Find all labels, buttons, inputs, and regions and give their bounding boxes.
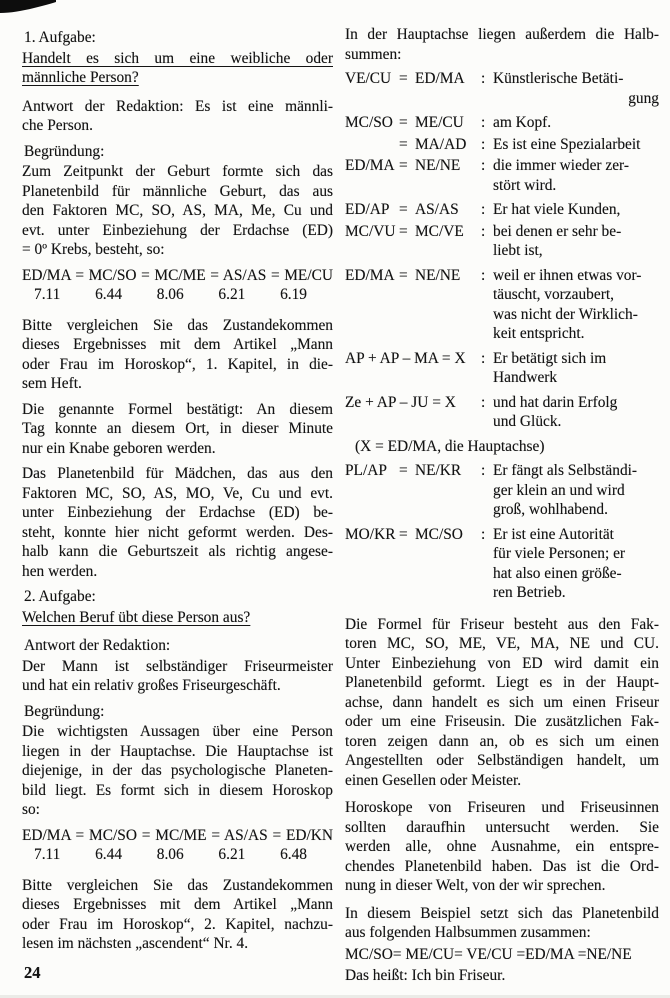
text-line: chendes Planetenbild haben. Das ist die Ord- <box>345 857 659 875</box>
colon-separator: : <box>481 157 486 174</box>
text-line: hat also einen größe- <box>493 564 622 582</box>
task2-label: 2. Aufgabe: <box>24 588 96 605</box>
equals-sign: = <box>399 135 408 153</box>
text-line: die immer wieder zer- <box>493 157 629 174</box>
answer1-text <box>22 97 333 136</box>
text-line: ger klein an und wird <box>493 481 625 499</box>
equation-row <box>345 393 659 432</box>
friseur-formula-text <box>345 615 659 791</box>
reason1-label: Begründung: <box>24 142 105 160</box>
text-line: und hat darin Erfolg <box>493 393 618 411</box>
formula-2-expression: ED/MA = MC/SO = MC/ME = AS/AS = ED/KN <box>22 826 333 844</box>
text-line: unter Einbeziehung der Erdachse (ED) be- <box>22 504 333 521</box>
equals-sign: = <box>399 266 408 284</box>
text-line: dieses Ergebnisses mit dem Artikel „Mann <box>22 896 333 913</box>
colon-separator: : <box>481 393 486 411</box>
halfsum-rhs: AS/AS <box>415 201 459 218</box>
text-line: Das Planetenbild für Mädchen, das aus den <box>22 465 333 482</box>
text-line: Unter Einbeziehung von ED wird damit ein <box>345 654 659 672</box>
text-line: einen Gesellen oder Meister. <box>345 771 522 789</box>
text-line: evt. unter Einbeziehung der Erdachse (ED) <box>22 221 333 239</box>
text-line: sem Heft. <box>22 375 82 392</box>
text-line: bild liegt. Es formt sich in diesem Horoskop <box>22 781 333 799</box>
halfsum-lhs: ED/MA <box>345 266 395 284</box>
colon-separator: : <box>481 222 486 240</box>
text-line: Horoskope von Friseuren und Friseusinnen <box>345 799 659 816</box>
text-line: diejenige, in der das psychologische Planeten- <box>22 762 333 779</box>
reason1-text <box>22 162 333 260</box>
halfsum-rhs: ME/CU <box>415 114 464 131</box>
equation-expression: AP + AP – MA = X <box>345 349 466 367</box>
answer2-label: Antwort der Redaktion: <box>24 637 171 654</box>
answer2-text <box>22 657 333 696</box>
halfsum-row <box>345 135 659 155</box>
compare2-text <box>22 876 333 954</box>
formula-1-values <box>22 285 333 305</box>
text-line: was nicht der Wirklich- <box>493 305 638 323</box>
formula-2-value: 6.44 <box>95 846 123 863</box>
text-line: stört wird. <box>493 176 557 194</box>
halfsum-row <box>345 222 659 261</box>
text-line: so: <box>22 801 40 818</box>
text-line: oder um eine Friseusin. Die zusätzlichen Fak- <box>345 713 659 730</box>
halfsum-description <box>493 69 659 108</box>
equals-sign: = <box>399 525 408 543</box>
formula-1 <box>22 266 333 305</box>
halfsum-rhs: NE/NE <box>415 157 461 174</box>
equation-expression: Ze + AP – JU = X <box>345 393 456 411</box>
horoskope-text <box>345 798 659 896</box>
text-line: liebt ist, <box>493 242 543 259</box>
text-line: keit entspricht. <box>493 325 585 342</box>
text-line: lesen im nächsten „ascendent“ Nr. 4. <box>22 935 249 952</box>
halfsum-description <box>493 135 659 155</box>
text-line: groß, wohlhabend. <box>493 501 608 518</box>
text-line: Angestellten oder Selbständigen handelt, um <box>345 752 659 769</box>
text-line: liegen in der Hauptachse. Die Hauptachse ist <box>22 742 333 760</box>
halfsum-description <box>493 200 659 220</box>
beispiel-text <box>345 904 659 943</box>
halfsum-rhs: MC/SO <box>415 525 463 543</box>
formula-2-value: 7.11 <box>34 846 61 863</box>
halfsum-description <box>493 222 659 261</box>
final-halfsum-formula: MC/SO= ME/CU= VE/CU =ED/MA =NE/NE <box>345 945 632 963</box>
text-line: Welchen Beruf übt diese Person aus? <box>22 608 251 626</box>
equation-description <box>493 393 659 432</box>
text-line: täuscht, vorzaubert, <box>493 286 614 303</box>
text-line: toren MC, SO, ME, VE, MA, NE und CU. <box>345 635 659 652</box>
reason2-label: Begründung: <box>24 702 105 720</box>
halfsum-description <box>493 461 659 520</box>
text-line: Es ist eine Spezialarbeit <box>493 135 641 153</box>
text-line: Handelt es sich um eine weibliche oder <box>22 49 333 67</box>
text-line: oder Frau im Horoskop“, 2. Kapitel, nachzu- <box>22 915 333 933</box>
colon-separator: : <box>481 135 486 153</box>
text-line: halb kann die Geburtszeit als richtig angese- <box>22 543 333 560</box>
formula-2-value: 6.21 <box>218 846 246 863</box>
halfsum-row <box>345 266 659 344</box>
formula-1-value: 6.44 <box>95 286 123 303</box>
text-line: Planetenbild geformt. Liegt es in der Haupt- <box>345 674 659 691</box>
colon-separator: : <box>481 70 486 87</box>
colon-separator: : <box>481 525 486 543</box>
text-line: Tag konnte an diesem Ort, in dieser Minute <box>22 420 333 437</box>
halfsum-row <box>345 156 659 195</box>
equals-sign: = <box>399 114 408 131</box>
text-line: männliche Person? <box>22 69 139 86</box>
halfsum-rhs: NE/NE <box>415 266 461 284</box>
text-line: Antwort der Redaktion: Es ist eine männli- <box>22 97 333 115</box>
text-line: In diesem Beispiel setzt sich das Planetenbild <box>345 904 659 922</box>
text-line: nur ein Knabe geboren werden. <box>22 439 216 457</box>
halfsum-description <box>493 156 659 195</box>
confirm-text <box>22 400 333 459</box>
formula-2-value: 6.48 <box>280 846 307 863</box>
text-line: gung <box>628 89 659 107</box>
halfsum-lhs: ED/MA <box>345 157 395 174</box>
text-line: hen werden. <box>22 562 98 580</box>
scan-artifact-shape <box>0 0 58 15</box>
equals-sign: = <box>399 462 408 479</box>
text-line: toren zeigen dann an, ob es sich um einen <box>345 732 659 750</box>
halfsum-row <box>345 113 659 133</box>
page-number: 24 <box>24 962 41 982</box>
left-column <box>22 28 333 982</box>
text-line: Bitte vergleichen Sie das Zustandekommen <box>22 876 333 894</box>
text-line: aus folgenden Halbsummen zusammen: <box>345 924 591 941</box>
formula-1-value: 7.11 <box>34 286 61 303</box>
halfsum-row <box>345 69 659 108</box>
text-line: Die Formel für Friseur besteht aus den Fak- <box>345 615 659 633</box>
closing-statement: Das heißt: Ich bin Friseur. <box>345 967 506 984</box>
text-line: Der Mann ist selbständiger Friseurmeister <box>22 657 333 675</box>
text-line: Die wichtigsten Aussagen über eine Person <box>22 723 333 740</box>
halfsum-lhs: ED/AP <box>345 201 390 218</box>
halfsum-description <box>493 525 659 603</box>
text-line: bei denen er sehr be- <box>493 222 622 240</box>
text-line: dieses Ergebnisses mit dem Artikel „Mann <box>22 336 333 353</box>
text-line: weil er ihnen etwas vor- <box>493 266 642 284</box>
colon-separator: : <box>481 201 486 218</box>
right-column <box>345 25 659 986</box>
equals-sign: = <box>399 201 408 218</box>
text-line: achse, dann handelt es sich um einen Friseur <box>345 693 659 711</box>
text-line: am Kopf. <box>493 114 552 131</box>
text-line: summen: <box>345 45 402 63</box>
text-line: nung in dieser Welt, von der wir sprechen. <box>345 877 606 894</box>
halfsums-intro <box>345 25 659 64</box>
halfsum-description <box>493 113 659 133</box>
equals-sign: = <box>399 70 408 87</box>
text-line: che Person. <box>22 117 93 134</box>
halfsum-row <box>345 200 659 220</box>
text-line: Faktoren MC, SO, AS, MO, Ve, Cu und evt. <box>22 484 333 502</box>
formula-1-value: 8.06 <box>156 286 184 303</box>
text-line: Er betätigt sich im <box>493 349 607 367</box>
task1-label: 1. Aufgabe: <box>24 29 96 46</box>
equation-description <box>493 349 659 388</box>
equals-sign: = <box>399 157 408 174</box>
hauptachse-note: (X = ED/MA, die Hauptachse) <box>355 437 545 455</box>
colon-separator: : <box>481 266 486 284</box>
text-line: ren Betrieb. <box>493 584 566 601</box>
text-line: und hat ein relativ großes Friseurgeschäft. <box>22 677 281 694</box>
halfsum-lhs: MC/SO <box>345 114 393 131</box>
halfsum-lhs: MO/KR <box>345 525 396 543</box>
compare1-text <box>22 316 333 394</box>
text-line: oder Frau im Horoskop“, 1. Kapitel, in die- <box>22 355 333 373</box>
text-line: für viele Personen; er <box>493 545 626 562</box>
formula-1-value: 6.21 <box>218 286 246 303</box>
text-line: Handwerk <box>493 369 558 386</box>
formula-2 <box>22 826 333 865</box>
reason2-text <box>22 722 333 820</box>
halfsum-rhs: ED/MA <box>415 70 465 87</box>
halfsum-rhs: NE/KR <box>415 462 462 479</box>
text-line: Bitte vergleichen Sie das Zustandekommen <box>22 316 333 334</box>
girl-planetenbild-text <box>22 464 333 581</box>
text-line: werden alle, ohne Ausnahme, ein entspre- <box>345 838 659 855</box>
equals-sign: = <box>399 222 408 240</box>
colon-separator: : <box>481 462 486 479</box>
halfsum-lhs: MC/VU <box>345 222 396 240</box>
formula-1-value: 6.19 <box>280 286 307 303</box>
colon-separator: : <box>481 114 486 131</box>
text-line: Er hat viele Kunden, <box>493 201 621 218</box>
text-line: Planetenbild für männliche Geburt, das aus <box>22 182 333 200</box>
scan-artifact-top-left <box>0 0 58 15</box>
text-line: Die genannte Formel bestätigt: An diesem <box>22 400 333 418</box>
halfsum-row <box>345 461 659 520</box>
halfsum-rhs: MC/VE <box>415 222 464 240</box>
halfsum-lhs: VE/CU <box>345 70 392 87</box>
formula-1-expression: ED/MA = MC/SO = MC/ME = AS/AS = ME/CU <box>22 266 333 284</box>
text-line: = 0º Krebs, besteht, so: <box>22 241 165 258</box>
halfsum-lhs: PL/AP <box>345 462 387 479</box>
text-line: Er ist eine Autorität <box>493 525 614 543</box>
equation-row <box>345 349 659 388</box>
halfsum-rhs: MA/AD <box>415 135 467 153</box>
text-line: sollten daraufhin untersucht werden. Sie <box>345 818 659 836</box>
task1-question <box>22 49 333 88</box>
text-line: steht, konnte hier nicht geformt werden. Des- <box>22 523 333 541</box>
halfsum-description <box>493 266 659 344</box>
text-line: den Faktoren MC, SO, AS, MA, Me, Cu und <box>22 202 333 219</box>
formula-2-value: 8.06 <box>156 846 184 863</box>
text-line: und Glück. <box>493 413 562 430</box>
text-line: In der Hauptachse liegen außerdem die Halb- <box>345 26 659 43</box>
text-line: Künstlerische Betäti- <box>493 70 624 87</box>
halfsum-row <box>345 525 659 603</box>
formula-2-values <box>22 845 333 865</box>
text-line: Zum Zeitpunkt der Geburt formte sich das <box>22 163 333 180</box>
colon-separator: : <box>481 349 486 367</box>
task2-question <box>22 608 333 628</box>
text-line: Er fängt als Selbständi- <box>493 462 638 479</box>
